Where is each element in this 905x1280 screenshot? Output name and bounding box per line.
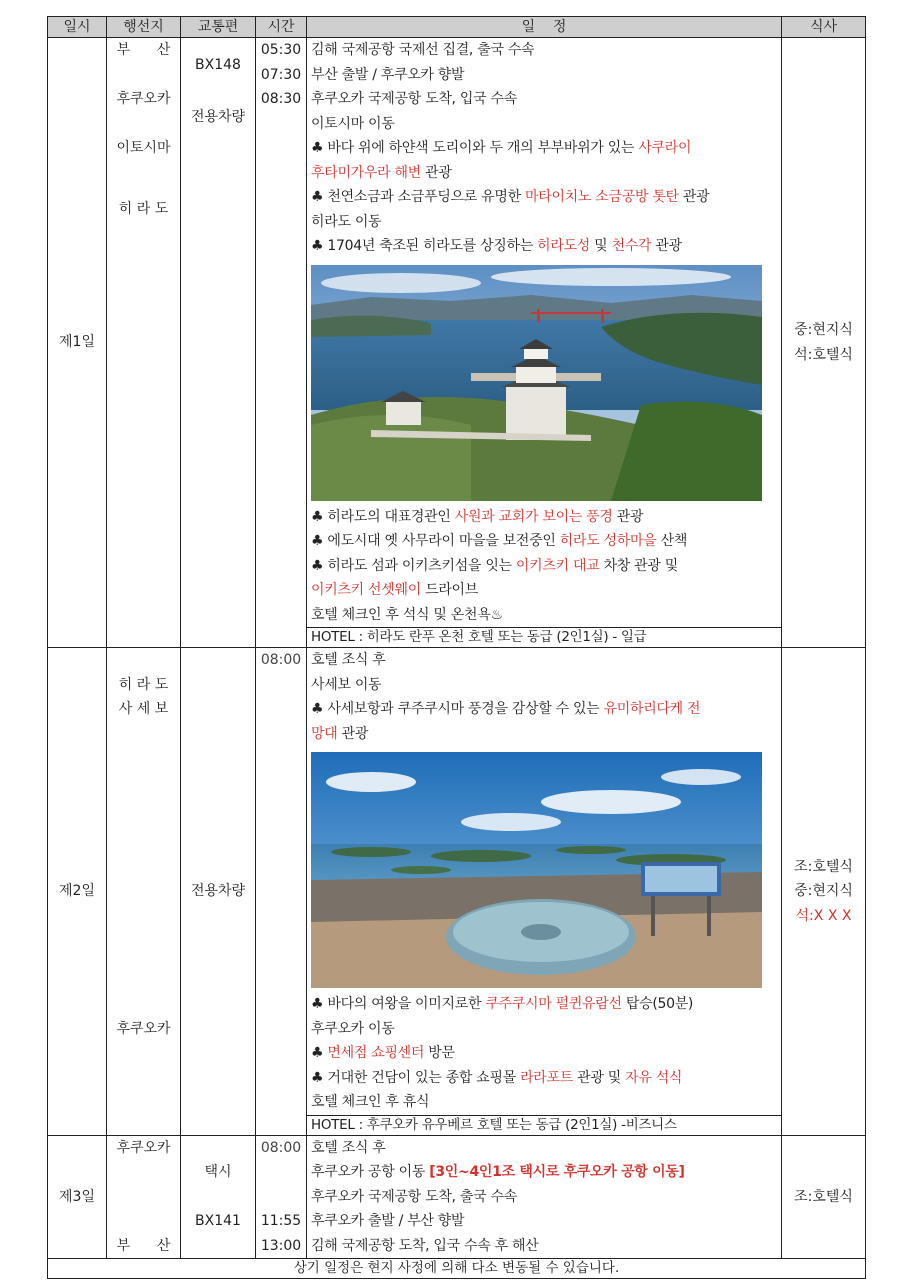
day1-row	[48, 38, 866, 648]
header-transport: 교통편	[181, 17, 256, 38]
time: 08:30	[260, 91, 302, 107]
schedule-line: 호텔 조식 후	[311, 1139, 386, 1156]
header-time: 시간	[256, 17, 307, 38]
time: 05:30	[260, 42, 302, 58]
destination: 후쿠오카	[116, 91, 171, 107]
day2-transport: 전용차량	[181, 648, 256, 1136]
meal: 석:X X X	[795, 907, 852, 924]
day1-schedule	[307, 38, 782, 648]
itinerary-table	[47, 16, 866, 1279]
header-row	[48, 17, 866, 38]
day1-label: 제1일	[48, 38, 107, 648]
schedule-line: 후쿠오카 공항 이동 [3인~4인1조 택시로 후쿠오카 공항 이동]	[311, 1164, 685, 1180]
destination: 히 라 도	[118, 201, 169, 217]
schedule-line: ♣ 면세점 쇼핑센터 방문	[311, 1045, 455, 1061]
time: 11:55	[260, 1213, 302, 1229]
schedule-line: 이키츠키 선셋웨이 드라이브	[311, 582, 478, 598]
day2-schedule	[307, 648, 782, 1136]
schedule-line: 부산 출발 / 후쿠오카 향발	[311, 66, 465, 83]
transport-mode: 택시	[204, 1164, 232, 1180]
day1-meals	[782, 38, 866, 648]
meal: 중:현지식	[794, 322, 853, 338]
schedule-line: 이토시마 이동	[311, 115, 395, 132]
hotel-info: HOTEL : 히라도 란푸 온천 호텔 또는 동급 (2인1실) - 일급	[307, 627, 781, 647]
destination: 후쿠오카	[116, 1139, 171, 1156]
schedule-line: 사세보 이동	[311, 676, 382, 693]
time: 08:00	[260, 1139, 302, 1156]
time: 08:00	[260, 652, 302, 668]
schedule-line: 호텔 체크인 후 휴식	[311, 1094, 430, 1110]
schedule-line: 후쿠오카 이동	[311, 1020, 395, 1037]
destination: 이토시마	[116, 140, 171, 156]
schedule-line: 망대 관광	[311, 725, 369, 742]
meal: 석:호텔식	[794, 346, 853, 363]
schedule-line: ♣ 바다의 여왕을 이미지로한 쿠주쿠시마 펄퀸유람선 탑승(50분)	[311, 996, 694, 1012]
header-meal: 식사	[782, 17, 866, 38]
schedule-line: 후타미가우라 해변 관광	[311, 164, 452, 181]
day2-label: 제2일	[48, 648, 107, 1136]
day2-times	[256, 648, 307, 1136]
flight-number: BX148	[195, 57, 241, 73]
schedule-line: ♣ 사세보항과 쿠주쿠시마 풍경을 감상할 수 있는 유미하리다케 전	[311, 701, 701, 717]
day3-transport	[181, 1135, 256, 1259]
day3-row	[48, 1135, 866, 1259]
day1-transport	[181, 38, 256, 648]
itinerary	[47, 16, 865, 1279]
schedule-line: ♣ 에도시대 옛 사무라이 마을을 보전중인 히라도 성하마을 산책	[311, 533, 688, 549]
destination: 부 산	[116, 42, 171, 58]
observatory-photo	[311, 752, 762, 988]
footer-row	[48, 1259, 866, 1279]
meal: 조:호텔식	[794, 858, 853, 875]
meal: 중:현지식	[794, 883, 853, 899]
schedule-line: 호텔 체크인 후 석식 및 온천욕♨	[311, 606, 503, 623]
header-schedule: 일 정	[307, 17, 782, 38]
schedule-line: 후쿠오카 출발 / 부산 향발	[311, 1213, 465, 1229]
day3-destinations	[107, 1135, 181, 1259]
schedule-line: ♣ 히라도 섬과 이키츠키섬을 잇는 이키츠키 대교 차창 관광 및	[311, 557, 678, 574]
day3-meals	[782, 1135, 866, 1259]
destination: 부 산	[116, 1237, 171, 1254]
schedule-line: 후쿠오카 국제공항 도착, 입국 수속	[311, 91, 517, 107]
time: 13:00	[260, 1237, 302, 1254]
time: 07:30	[260, 66, 302, 83]
schedule-line: ♣ 1704년 축조된 히라도를 상징하는 히라도성 및 천수각 관광	[311, 238, 682, 254]
destination: 후쿠오카	[116, 1020, 171, 1037]
schedule-line: 김해 국제공항 국제선 집결, 출국 수속	[311, 42, 535, 58]
header-destination: 행선지	[107, 17, 181, 38]
destination: 히 라 도	[118, 676, 169, 693]
schedule-line: ♣ 히라도의 대표경관인 사원과 교회가 보이는 풍경 관광	[311, 508, 644, 525]
footer-note: 상기 일정은 현지 사정에 의해 다소 변동될 수 있습니다.	[48, 1259, 866, 1279]
day1-destinations	[107, 38, 181, 648]
schedule-line: ♣ 천연소금과 소금푸딩으로 유명한 마타이치노 소금공방 톳탄 관광	[311, 189, 710, 205]
flight-number: BX141	[195, 1213, 241, 1229]
hirado-castle-photo	[311, 265, 762, 501]
schedule-line: ♣ 거대한 건담이 있는 종합 쇼핑몰 라라포트 관광 및 자유 석식	[311, 1069, 683, 1086]
day1-times	[256, 38, 307, 648]
schedule-line: 호텔 조식 후	[311, 652, 386, 668]
day3-label: 제3일	[48, 1135, 107, 1259]
day2-row	[48, 648, 866, 1136]
hotel-info: HOTEL : 후쿠오카 유우베르 호텔 또는 동급 (2인1실) -비즈니스	[307, 1115, 781, 1135]
schedule-line: 김해 국제공항 도착, 입국 수속 후 해산	[311, 1237, 539, 1254]
destination: 사 세 보	[118, 701, 169, 717]
schedule-line: ♣ 바다 위에 하얀색 도리이와 두 개의 부부바위가 있는 사쿠라이	[311, 140, 692, 156]
day3-schedule	[307, 1135, 782, 1259]
header-date: 일시	[48, 17, 107, 38]
day2-meals	[782, 648, 866, 1136]
schedule-line: 후쿠오카 국제공항 도착, 출국 수속	[311, 1188, 517, 1205]
meal: 조:호텔식	[794, 1188, 853, 1205]
day2-destinations	[107, 648, 181, 1136]
schedule-line: 히라도 이동	[311, 213, 382, 230]
day3-times	[256, 1135, 307, 1259]
transport-mode: 전용차량	[190, 108, 246, 125]
